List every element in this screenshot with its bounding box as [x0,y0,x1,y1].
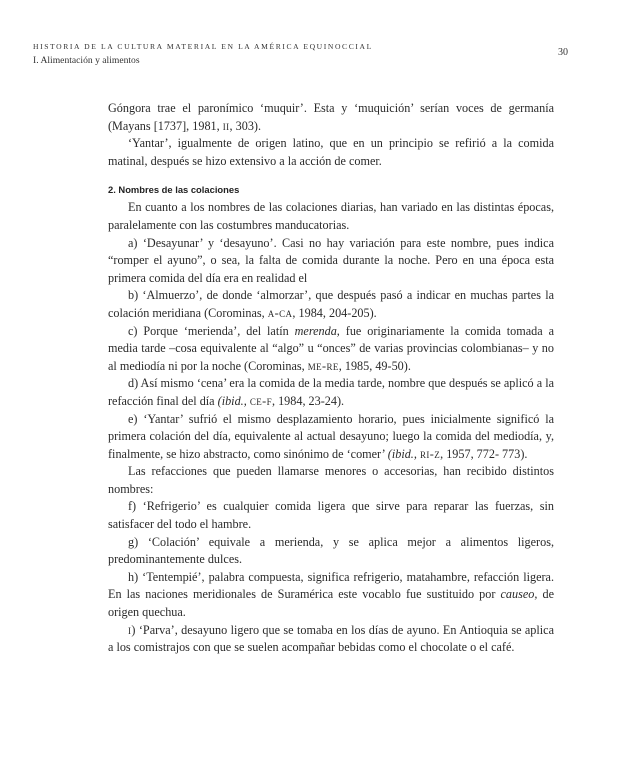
volume-ref: me-re [307,358,339,373]
volume-ref: a-ca [267,305,293,320]
quechua-term: causeo, [500,587,538,602]
paragraph-yantar-origin: ‘Yantar’, igualmente de origen latino, que en un principio se refirió a la comida matinal, después se hizo extensivo a la acción de comer. [108,136,554,168]
section-heading: 2. Nombres de las colaciones [108,184,240,196]
running-head-title: HISTORIA DE LA CULTURA MATERIAL EN LA AMÉRICA EQUINOCCIAL [33,42,373,51]
item-letter: i [128,622,132,637]
paragraph-merienda: c) Porque ‘merienda’, del latín merenda, fue originariamente la comida tomada a media tarde –cosa equivalente al “algo” u “onces” de varias provincias colombianas– y no al mediodía ni por la noche (Corominas, me-re, 1985, 49-50). [108,323,554,373]
ibid: (ibid., [217,393,247,408]
body-text [108,100,554,657]
running-head-subtitle: I. Alimentación y alimentos [33,55,140,66]
paragraph-tentempie: h) ‘Tentempié’, palabra compuesta, significa refrigerio, matahambre, refacción ligera. En las naciones meridionales de Suramérica este vocablo fue sustituido por causeo, de origen quechua. [108,569,554,620]
paragraph-almuerzo: b) ‘Almuerzo’, de donde ‘almorzar’, que después pasó a indicar en muchas partes la colación meridiana (Corominas, a-ca, 1984, 204-205). [108,288,554,320]
paragraph-cena: d) Así mismo ‘cena’ era la comida de la media tarde, nombre que después se aplicó a la refacción final del día (ibid., ce-f, 1984, 23-24). [108,376,554,408]
volume-ref: ce-f [249,393,272,408]
latin-term: merenda, [294,323,340,338]
running-head [33,42,593,66]
paragraph-yantar: e) ‘Yantar’ sufrió el mismo desplazamiento horario, pues inicialmente significó la primera colación del día, equivalente al actual desayuno; luego la comida del mediodía, y, finalmente, se hizo abstracto, como sinónimo de ‘comer’ (ibid., ri-z, 1957, 772- 773). [108,411,554,461]
ibid: (ibid., [387,446,417,461]
paragraph-menores: Las refacciones que pueden llamarse menores o accesorias, han recibido distintos nombres: [108,464,554,496]
paragraph-parva: i) ‘Parva’, desayuno ligero que se tomaba en los días de ayuno. En Antioquia se aplica a los comistrajos con que se suelen acompañar bebidas como el chocolate o el café. [108,622,554,655]
volume-ref: ri-z [419,446,441,461]
paragraph-gongora: Góngora trae el paronímico ‘muquir’. Esta y ‘muquición’ serían voces de germanía (Mayans [1737], 1981, ii, 303). [108,101,554,133]
page-number: 30 [558,47,568,58]
paragraph-refrigerio: f) ‘Refrigerio’ es cualquier comida ligera que sirve para reparar las fuerzas, sin satisfacer del todo el hambre. [108,499,554,532]
roman-volume: ii [222,118,230,133]
paragraph-intro: En cuanto a los nombres de las colaciones diarias, han variado en las distintas épocas, paralelamente con las costumbres manducatorias. [108,200,554,232]
paragraph-desayuno: a) ‘Desayunar’ y ‘desayuno’. Casi no hay variación para este nombre, pues indica “romper el ayuno”, o sea, la falta de comida durante la noche. Pero en una época esta primera comida del día era en realidad el [108,235,554,285]
paragraph-colacion: g) ‘Colación’ equivale a merienda, y se aplica mejor a alimentos ligeros, predominantemente dulces. [108,534,554,567]
